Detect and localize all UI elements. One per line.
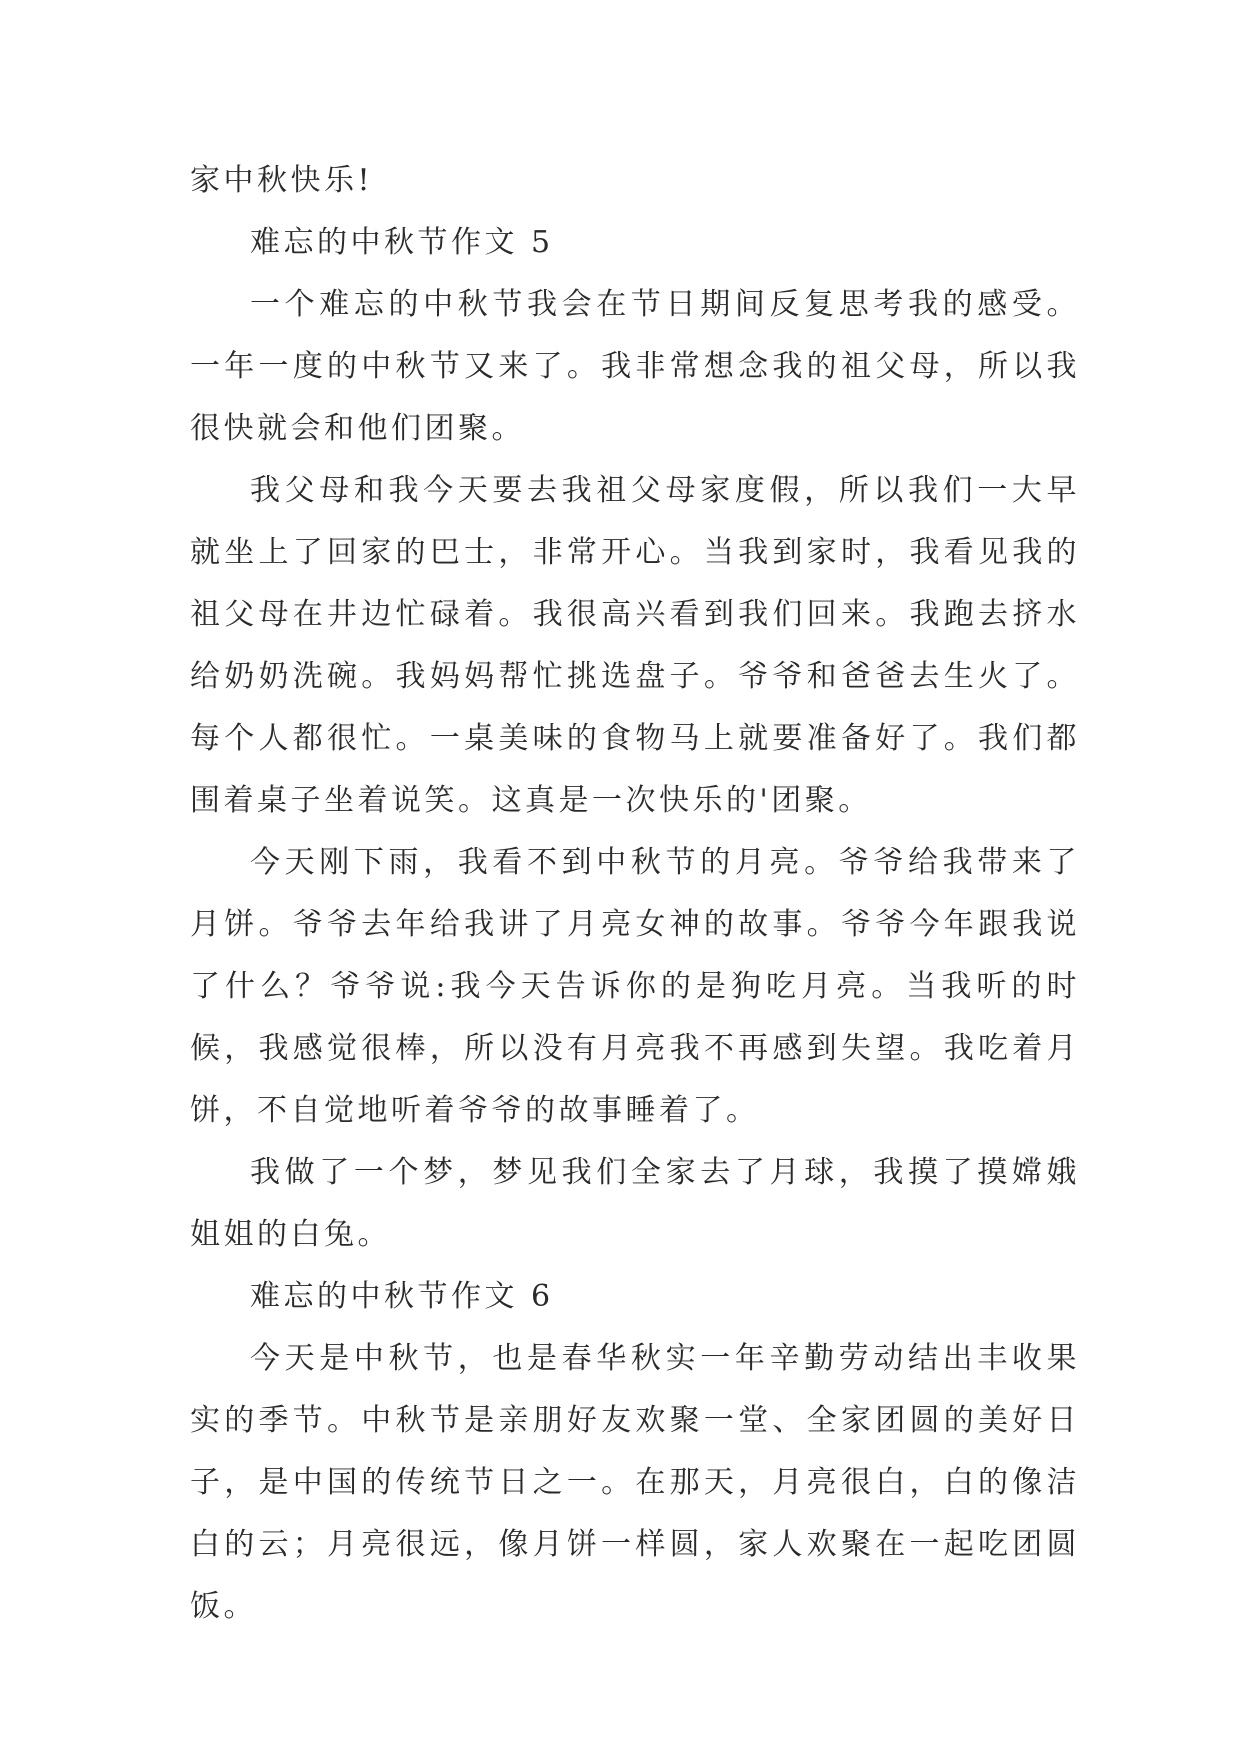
essay-heading-5: 难忘的中秋节作文 5 [250, 225, 554, 260]
body-paragraph: 我做了一个梦，梦见我们全家去了月球，我摸了摸嫦娥姐姐的白兔。 [190, 1155, 1080, 1252]
continuation-paragraph: 家中秋快乐! [190, 163, 374, 198]
body-paragraph: 我父母和我今天要去我祖父母家度假，所以我们一大早就坐上了回家的巴士，非常开心。当我到家时，我看见我的祖父母在井边忙碌着。我很高兴看到我们回来。我跑去挤水给奶奶洗碗。我妈妈帮忙挑选盘子。爷爷和爸爸去生火了。每个人都很忙。一桌美味的食物马上就要准备好了。我们都围着桌子坐着说笑。这真是一次快乐的'团聚。 [190, 473, 1080, 818]
body-paragraph: 今天是中秋节，也是春华秋实一年辛勤劳动结出丰收果实的季节。中秋节是亲朋好友欢聚一堂、全家团圆的美好日子，是中国的传统节日之一。在那天，月亮很白，白的像洁白的云；月亮很远，像月饼一样圆，家人欢聚在一起吃团圆饭。 [190, 1341, 1080, 1624]
body-paragraph: 一个难忘的中秋节我会在节日期间反复思考我的感受。一年一度的中秋节又来了。我非常想念我的祖父母，所以我很快就会和他们团聚。 [190, 287, 1080, 446]
body-paragraph: 今天刚下雨，我看不到中秋节的月亮。爷爷给我带来了月饼。爷爷去年给我讲了月亮女神的故事。爷爷今年跟我说了什么？爷爷说:我今天告诉你的是狗吃月亮。当我听的时候，我感觉很棒，所以没有月亮我不再感到失望。我吃着月饼，不自觉地听着爷爷的故事睡着了。 [190, 845, 1080, 1128]
document-page [190, 150, 1080, 1638]
essay-heading-6: 难忘的中秋节作文 6 [250, 1279, 554, 1314]
